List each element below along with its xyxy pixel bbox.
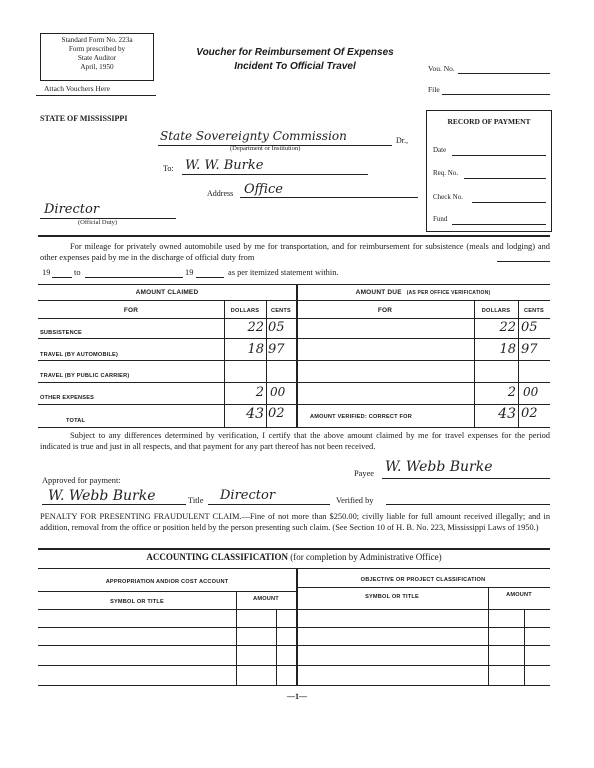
period-note: as per itemized statement within.	[228, 268, 339, 277]
official-duty-caption: (Official Duty)	[78, 219, 118, 226]
penalty-body: —Fine of not more than $250.00; civilly liable for full amount received illegally; and in addition, removal from the office or position held by the person presenting such claim. (See Section 10 of H. B. No. 223, Mississippi Laws of 1950.)	[40, 512, 551, 532]
title-line1: Voucher for Reimbursement Of Expenses	[196, 47, 394, 58]
payee-label: Payee	[354, 469, 374, 478]
std-form-line4: April, 1950	[80, 63, 114, 71]
due-total-dollars: 43	[498, 406, 516, 422]
row-subsistence-dollars: 22	[247, 320, 264, 335]
to-label: To:	[163, 164, 174, 173]
record-check-label: Check No.	[433, 193, 463, 201]
row-subsistence-cents: 05	[268, 320, 285, 335]
address-value: Office	[244, 182, 283, 197]
approved-label: Approved for payment:	[42, 476, 121, 485]
row-other-label: OTHER EXPENSES	[40, 395, 95, 401]
period-to: to	[74, 268, 81, 277]
amount-verified-label: AMOUNT VERIFIED: CORRECT FOR	[310, 414, 412, 420]
row-other-cents: 00	[270, 385, 286, 399]
due-for-header: FOR	[377, 307, 393, 314]
claimed-cents-header: CENTS	[271, 308, 291, 314]
record-of-payment-box	[426, 110, 552, 232]
row-subsistence-label: SUBSISTENCE	[40, 330, 82, 336]
attach-note: Attach Vouchers Here	[44, 84, 110, 93]
period-start-year: 19	[42, 268, 51, 277]
claimed-dollars-header: DOLLARS	[230, 308, 260, 314]
record-req-label: Req. No.	[433, 169, 459, 177]
period-end-year: 19	[185, 268, 194, 277]
due-total-cents: 02	[521, 406, 538, 421]
page-number: —1—	[287, 692, 307, 701]
row-total-cents: 02	[268, 406, 285, 421]
due-other-dollars: 2	[507, 385, 516, 400]
std-form-line1: Standard Form No. 223a	[61, 36, 133, 44]
address-label: Address	[207, 189, 234, 198]
state-label: STATE OF MISSISSIPPI	[40, 114, 128, 123]
due-subsistence-dollars: 22	[499, 320, 516, 335]
row-auto-cents: 97	[268, 342, 285, 357]
claimed-for-header: FOR	[123, 307, 139, 314]
verified-label: Verified by	[336, 496, 374, 505]
form-title	[165, 46, 425, 74]
due-dollars-header: DOLLARS	[481, 308, 511, 314]
title-label: Title	[188, 496, 204, 505]
file-label: File	[428, 85, 440, 94]
payee-signature: W. Webb Burke	[385, 459, 493, 475]
department-suffix: Dr.,	[396, 136, 408, 145]
right-amount-header: AMOUNT	[506, 592, 532, 598]
vou-label: Vou. No.	[428, 64, 455, 73]
department-caption: (Department or Institution)	[230, 145, 301, 152]
amount-due-sub: (AS PER OFFICE VERIFICATION)	[406, 290, 491, 296]
expense-table	[38, 284, 550, 428]
row-other-dollars: 2	[255, 385, 264, 400]
row-total-dollars: 43	[246, 406, 264, 422]
objective-header: OBJECTIVE OR PROJECT CLASSIFICATION	[360, 577, 486, 583]
penalty-lead: PENALTY FOR PRESENTING FRAUDULENT CLAIM.	[40, 512, 242, 521]
due-other-cents: 00	[523, 385, 539, 399]
statement-paragraph: For mileage for privately owned automobile used by me for transportation, and for reimbursement for subsistence (meals and lodging) and other expenses paid by me in the discharge of official duty from	[40, 242, 550, 262]
row-auto-label: TRAVEL (BY AUTOMOBILE)	[40, 352, 119, 358]
due-subsistence-cents: 05	[521, 320, 538, 335]
record-date-label: Date	[433, 146, 447, 154]
due-cents-header: CENTS	[524, 308, 544, 314]
title-line2: Incident To Official Travel	[234, 61, 356, 72]
certification-text: Subject to any differences determined by verification, I certify that the above amount claimed by me for travel expenses for the period indicated is true and just in all respects, and that payment for any part thereof has not been received.	[40, 431, 550, 451]
due-auto-cents: 97	[521, 342, 538, 357]
approver-signature: W. Webb Burke	[48, 488, 156, 504]
record-title: RECORD OF PAYMENT	[447, 117, 531, 126]
appropriation-header: APPROPRIATION AND/OR COST ACCOUNT	[105, 579, 229, 585]
to-value: W. W. Burke	[185, 158, 264, 173]
row-auto-dollars: 18	[247, 342, 264, 357]
left-symbol-header: SYMBOL OR TITLE	[110, 599, 164, 605]
standard-form-box	[40, 33, 154, 81]
accounting-title-row	[38, 552, 550, 562]
accounting-title: ACCOUNTING CLASSIFICATION	[146, 552, 289, 562]
title-value: Director	[220, 488, 276, 503]
std-form-line2: Form prescribed by	[68, 45, 126, 53]
left-amount-header: AMOUNT	[253, 596, 279, 602]
department-value: State Sovereignty Commission	[160, 129, 347, 143]
row-total-label: TOTAL	[66, 418, 86, 424]
accounting-subtitle: (for completion by Administrative Office)	[290, 552, 442, 562]
amount-due-title: AMOUNT DUE	[355, 289, 402, 296]
official-duty-value: Director	[44, 202, 100, 217]
record-fund-label: Fund	[433, 215, 448, 223]
row-public-carrier-label: TRAVEL (BY PUBLIC CARRIER)	[40, 373, 130, 379]
amount-due-header	[296, 289, 550, 296]
penalty-text	[40, 512, 550, 533]
std-form-line3: State Auditor	[77, 54, 117, 62]
due-auto-dollars: 18	[499, 342, 516, 357]
accounting-table	[38, 568, 550, 686]
amount-claimed-header: AMOUNT CLAIMED	[135, 289, 199, 296]
right-symbol-header: SYMBOL OR TITLE	[365, 594, 419, 600]
